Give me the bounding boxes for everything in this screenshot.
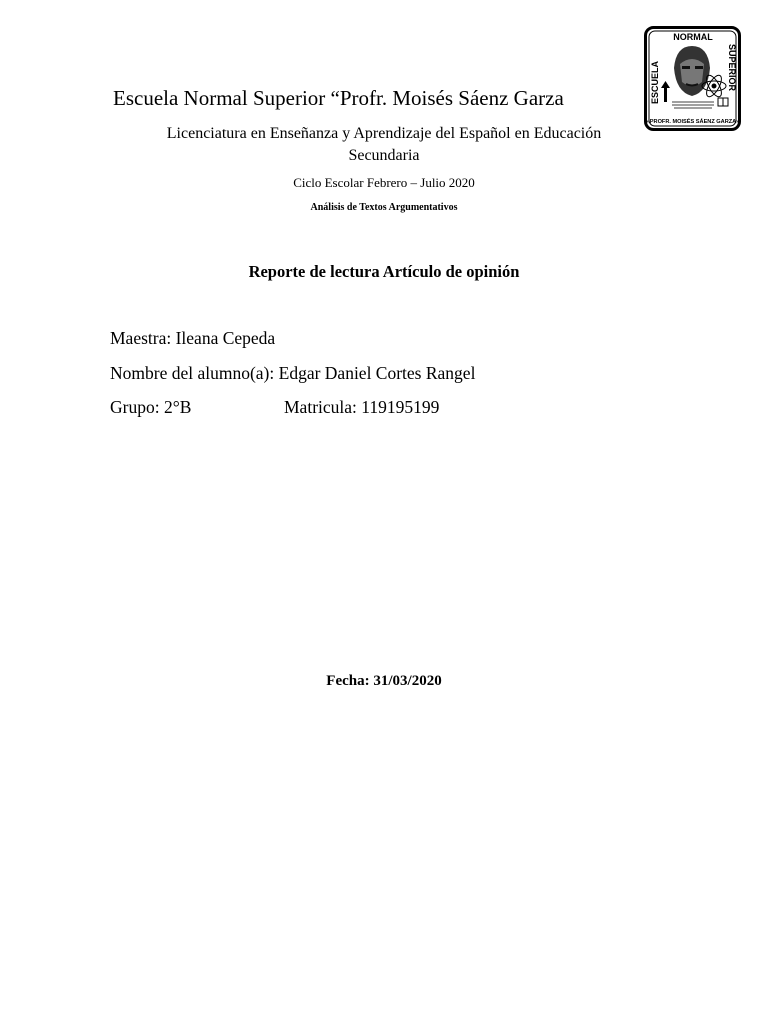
school-cycle: Ciclo Escolar Febrero – Julio 2020 (293, 175, 475, 190)
school-logo (644, 26, 741, 131)
logo-bottom-text: «PROFR. MOISÉS SÁENZ GARZA» (646, 119, 740, 125)
degree-program: Licenciatura en Enseñanza y Aprendizaje del Español en Educación Secundaria (166, 125, 602, 164)
course-name: Análisis de Textos Argumentativos (310, 202, 458, 213)
report-title: Reporte de lectura Artículo de opinión (248, 262, 520, 281)
matricula-label: Matricula: 119195199 (284, 397, 440, 417)
logo-left-text: ESCUELA (650, 60, 660, 104)
logo-top-text: NORMAL (673, 32, 713, 42)
student-name: Nombre del alumno(a): Edgar Daniel Cortes Rangel (110, 363, 476, 383)
school-name: Escuela Normal Superior “Profr. Moisés Sáenz Garza (113, 86, 564, 110)
teacher-name: Maestra: Ileana Cepeda (110, 328, 276, 348)
report-date: Fecha: 31/03/2020 (326, 673, 442, 689)
group-label: Grupo: 2°B (110, 397, 192, 417)
logo-right-text: SUPERIOR (727, 44, 737, 92)
